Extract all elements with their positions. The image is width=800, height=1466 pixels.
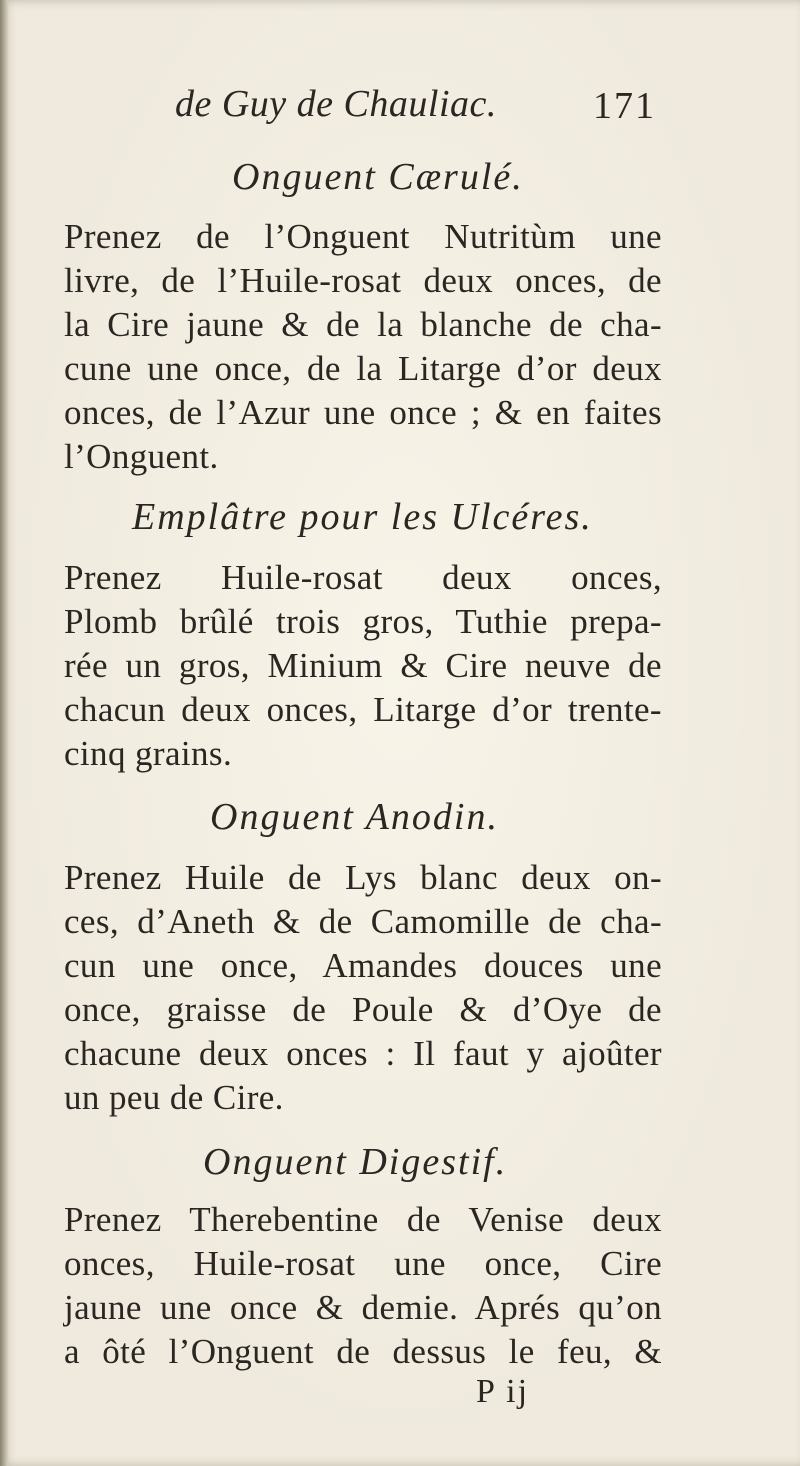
text-line: livre, de l’Huile-rosat deux onces, de [64,261,662,300]
text-line: Prenez de l’Onguent Nutritùm une [64,217,662,256]
text-line: cinq grains. [64,734,233,773]
section-text-onguent-anodin [64,856,662,1120]
text-line: chacune deux onces : Il faut y ajoûter [64,1034,662,1073]
text-line: onces, Huile-rosat une once, Cire [64,1244,662,1283]
text-line: Prenez Huile-rosat deux onces, [64,558,662,597]
running-title: de Guy de Chauliac. [175,83,497,125]
page-gutter [0,0,8,1466]
section-title-onguent-digestif: Onguent Digestif. [203,1141,508,1183]
text-line: l’Onguent. [64,437,219,476]
text-line: cun une once, Amandes douces une [64,946,662,985]
text-line: a ôté l’Onguent de dessus le feu, & [64,1332,662,1371]
text-line: onces, de l’Azur une once ; & en faites [64,393,662,432]
text-line: once, graisse de Poule & d’Oye de [64,990,662,1029]
text-line: jaune une once & demie. Aprés qu’on [64,1288,662,1327]
text-line: Plomb brûlé trois gros, Tuthie prepa- [64,602,662,641]
text-line: ces, d’Aneth & de Camomille de cha- [64,902,662,941]
text-line: la Cire jaune & de la blanche de cha- [64,305,662,344]
text-line: rée un gros, Minium & Cire neuve de [64,646,662,685]
text-line: Prenez Huile de Lys blanc deux on- [64,858,662,897]
page-number: 171 [593,85,656,127]
text-line: cune une once, de la Litarge d’or deux [64,349,662,388]
section-title-emplatre-ulceres: Emplâtre pour les Ulcéres. [132,496,593,538]
section-title-onguent-caerule: Onguent Cærulé. [232,156,524,198]
section-title-onguent-anodin: Onguent Anodin. [210,796,499,838]
section-text-onguent-digestif [64,1198,662,1374]
signature-mark: P ij [476,1373,530,1410]
section-text-emplatre-ulceres [64,556,662,776]
text-line: Prenez Therebentine de Venise deux [64,1200,662,1239]
section-text-onguent-caerule [64,215,662,479]
text-line: un peu de Cire. [64,1078,284,1117]
text-line: chacun deux onces, Litarge d’or trente- [64,690,662,729]
